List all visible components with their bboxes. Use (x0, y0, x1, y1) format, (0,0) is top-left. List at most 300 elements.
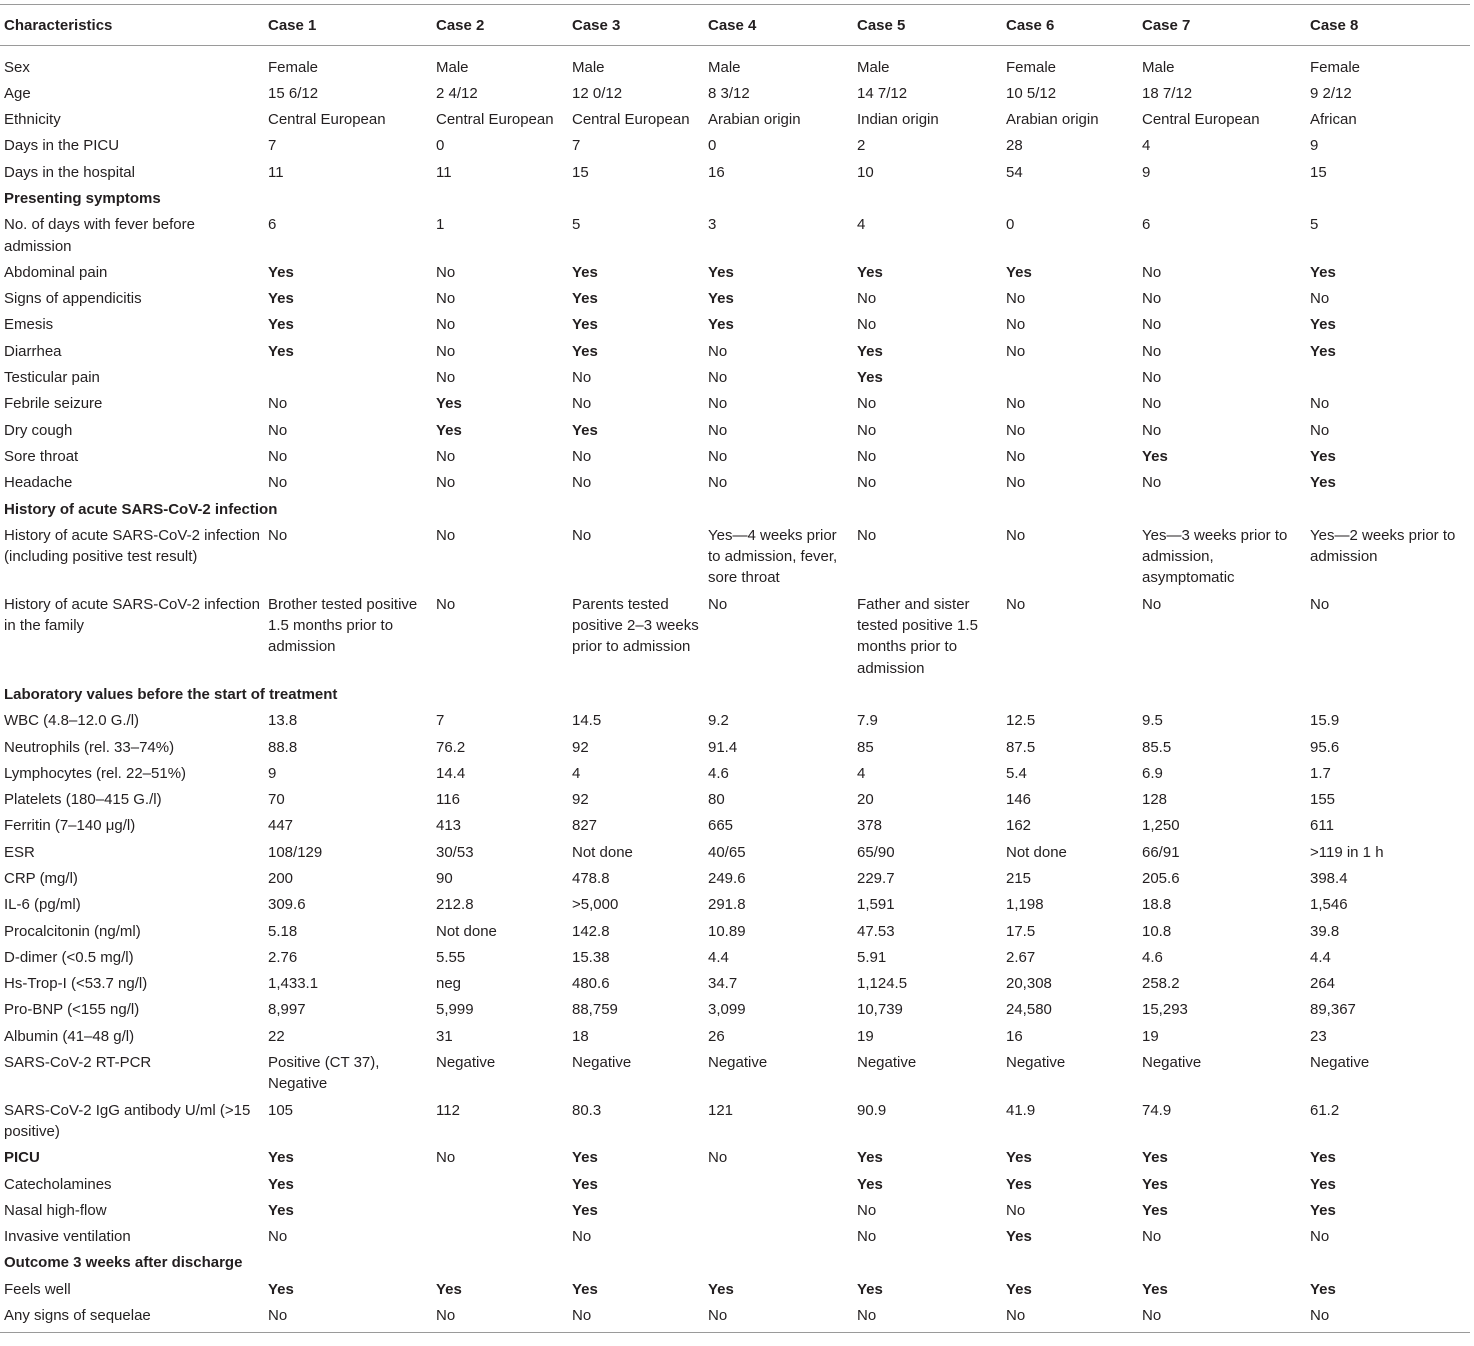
cell-case-1: Yes (268, 342, 294, 360)
cell-case-2: Yes (436, 1280, 462, 1298)
table-row (0, 1145, 1470, 1171)
cell-case-3: 15 (572, 163, 589, 181)
cell-case-5: Yes (857, 263, 883, 281)
cell-case-8: African (1310, 111, 1357, 129)
cell-case-6: No (1006, 316, 1026, 334)
row-label: No. of days with fever before admission (4, 216, 195, 255)
cell-case-5: Indian origin (857, 111, 939, 129)
column-header-case-3: Case 3 (572, 16, 621, 34)
cell-case-6: No (1006, 421, 1026, 439)
cell-case-2: No (436, 1149, 456, 1167)
row-label: IL-6 (pg/ml) (4, 896, 81, 914)
cell-case-5: 378 (857, 817, 883, 835)
cell-case-5: Yes (857, 1175, 883, 1193)
row-label: Ethnicity (4, 111, 61, 129)
cell-case-6: No (1006, 1307, 1026, 1325)
table-row (0, 80, 1470, 106)
cell-case-4 (704, 1171, 853, 1197)
cell-case-5: Yes (857, 369, 883, 387)
cell-case-6: 24,580 (1006, 1001, 1052, 1019)
table-row (0, 159, 1470, 185)
cell-case-5: 90.9 (857, 1101, 887, 1119)
row-label: Sore throat (4, 447, 79, 465)
cell-case-8: 61.2 (1310, 1101, 1340, 1119)
cell-case-4: 26 (708, 1027, 725, 1045)
cell-case-2: Yes (436, 395, 462, 413)
cell-case-6: 146 (1006, 791, 1032, 809)
cell-case-8: Female (1310, 58, 1361, 76)
cell-case-7: 258.2 (1142, 975, 1180, 993)
cell-case-4: Arabian origin (708, 111, 801, 129)
table-row (0, 1303, 1470, 1333)
cell-case-4: 34.7 (708, 975, 738, 993)
cell-case-7: Yes (1142, 1149, 1168, 1167)
cell-case-8: 9 (1310, 137, 1319, 155)
cell-case-5: 10 (857, 163, 874, 181)
cell-case-3: No (572, 526, 592, 544)
table-row (0, 944, 1470, 970)
section-title: Laboratory values before the start of treatment (4, 685, 338, 703)
table-row (0, 417, 1470, 443)
cell-case-5: 1,124.5 (857, 975, 908, 993)
cell-case-3: Male (572, 58, 605, 76)
cell-case-7: 10.8 (1142, 922, 1172, 940)
cell-case-6: No (1006, 526, 1026, 544)
cell-case-8: 5 (1310, 216, 1319, 234)
cell-case-5: 85 (857, 738, 874, 756)
cell-case-7: No (1142, 1228, 1162, 1246)
cell-case-8: Yes—2 weeks prior to admission (1310, 526, 1456, 566)
cell-case-8: No (1310, 1307, 1330, 1325)
column-header-case-8: Case 8 (1310, 16, 1359, 34)
column-header-case-4: Case 4 (708, 16, 757, 34)
cell-case-2: 90 (436, 870, 453, 887)
cell-case-4: 665 (708, 817, 734, 835)
cell-case-7: No (1142, 1307, 1162, 1325)
cell-case-6: No (1006, 290, 1026, 308)
table-row (0, 892, 1470, 918)
cell-case-6: 54 (1006, 163, 1023, 181)
cell-case-2: 5.55 (436, 948, 466, 966)
cell-case-7: Yes (1142, 1175, 1168, 1193)
cell-case-3: Yes (572, 1280, 598, 1298)
cell-case-6: No (1006, 342, 1026, 360)
table-row (0, 133, 1470, 159)
cell-case-6 (1002, 365, 1138, 391)
cell-case-3: Yes (572, 316, 598, 334)
cell-case-4: Yes (708, 290, 734, 308)
cell-case-4: Yes (708, 263, 734, 281)
cell-case-8: Yes (1310, 1149, 1336, 1167)
row-label: Days in the hospital (4, 163, 135, 181)
cell-case-6: Not done (1006, 843, 1067, 861)
cell-case-6: 16 (1006, 1027, 1023, 1045)
row-label: Invasive ventilation (4, 1228, 131, 1246)
cell-case-7: Central European (1142, 111, 1260, 129)
table-row (0, 839, 1470, 865)
cell-case-4: 8 3/12 (708, 84, 750, 102)
cell-case-6: 2.67 (1006, 948, 1036, 966)
cell-case-5: 65/90 (857, 843, 895, 861)
cell-case-2: 116 (436, 791, 460, 809)
cell-case-3: 7 (572, 137, 581, 155)
cell-case-7: Yes (1142, 1201, 1168, 1219)
cell-case-7: 4.6 (1142, 948, 1163, 966)
cell-case-8: 89,367 (1310, 1001, 1356, 1019)
cell-case-2: Not done (436, 922, 497, 940)
cell-case-4: No (708, 395, 728, 413)
cell-case-6: 12.5 (1006, 712, 1036, 730)
cell-case-5: 19 (857, 1027, 874, 1045)
table-row (0, 338, 1470, 364)
cell-case-2: 30/53 (436, 843, 474, 861)
cell-case-7: 6.9 (1142, 764, 1163, 782)
cell-case-1: No (268, 1307, 288, 1325)
row-label: Procalcitonin (ng/ml) (4, 922, 141, 940)
cell-case-7: No (1142, 290, 1162, 308)
cell-case-7: 18.8 (1142, 896, 1172, 914)
cell-case-2: 413 (436, 817, 462, 835)
row-label: Platelets (180–415 G./l) (4, 791, 162, 809)
cell-case-5: 47.53 (857, 922, 895, 940)
cell-case-3: No (572, 1228, 592, 1246)
cell-case-2: Negative (436, 1054, 496, 1072)
cell-case-8: 15 (1310, 163, 1327, 181)
cell-case-2: No (436, 474, 456, 492)
cell-case-6: Yes (1006, 1175, 1032, 1193)
cell-case-6: 1,198 (1006, 896, 1044, 914)
cell-case-3: Yes (572, 1175, 598, 1193)
cell-case-4: Male (708, 58, 741, 76)
cell-case-2: No (436, 342, 456, 360)
cell-case-5: 2 (857, 137, 866, 155)
cell-case-3: Not done (572, 843, 633, 861)
cell-case-3: 14.5 (572, 712, 602, 730)
cell-case-7: 9.5 (1142, 712, 1163, 730)
cell-case-2: 212.8 (436, 896, 474, 914)
cell-case-8: Yes (1310, 1175, 1336, 1193)
cell-case-7: 85.5 (1142, 738, 1172, 756)
cell-case-3: Yes (572, 263, 598, 281)
cell-case-5: No (857, 290, 877, 308)
cell-case-7: No (1142, 474, 1162, 492)
cell-case-6: No (1006, 447, 1026, 465)
cell-case-2: Yes (436, 421, 462, 439)
row-label: Emesis (4, 316, 54, 334)
cell-case-6: Yes (1006, 1149, 1032, 1167)
cell-case-5: No (857, 1228, 877, 1246)
cell-case-2: 2 4/12 (436, 84, 478, 102)
row-label: Nasal high-flow (4, 1201, 107, 1219)
cell-case-4: 3,099 (708, 1001, 746, 1019)
cell-case-5: No (857, 395, 877, 413)
table-row (0, 866, 1470, 892)
cell-case-8: No (1310, 1228, 1330, 1246)
row-label: History of acute SARS-CoV-2 infection (including positive test result) (4, 526, 260, 566)
cell-case-1: Brother tested positive 1.5 months prior to admission (268, 595, 418, 656)
cell-case-7: 4 (1142, 137, 1151, 155)
cell-case-8: 95.6 (1310, 738, 1340, 756)
cell-case-8: Yes (1310, 342, 1336, 360)
cell-case-4: 9.2 (708, 712, 729, 730)
cell-case-2: 7 (436, 712, 445, 730)
cell-case-6: 162 (1006, 817, 1032, 835)
table-row (0, 259, 1470, 285)
cell-case-3: 142.8 (572, 922, 610, 940)
cell-case-8: 1,546 (1310, 896, 1348, 914)
cell-case-3: 92 (572, 738, 589, 756)
cell-case-2: No (436, 263, 456, 281)
cell-case-8: 39.8 (1310, 922, 1340, 940)
cell-case-1: 13.8 (268, 712, 298, 730)
cell-case-6: 28 (1006, 137, 1023, 155)
table-row (0, 107, 1470, 133)
cell-case-4 (704, 1197, 853, 1223)
cell-case-1: No (268, 447, 288, 465)
cell-case-1: 11 (268, 163, 284, 181)
column-header-case-6: Case 6 (1006, 16, 1055, 34)
section-header-row (0, 185, 1470, 211)
cell-case-3: Yes (572, 1149, 598, 1167)
cell-case-8: Yes (1310, 474, 1336, 492)
cell-case-3: 88,759 (572, 1001, 618, 1019)
cell-case-4: 249.6 (708, 870, 746, 887)
cell-case-6: 5.4 (1006, 764, 1027, 782)
cell-case-3: Yes (572, 290, 598, 308)
cell-case-1: Yes (268, 290, 294, 308)
cell-case-5: No (857, 526, 877, 544)
cell-case-8: No (1310, 395, 1330, 413)
cell-case-5: 229.7 (857, 870, 895, 887)
cell-case-7: 74.9 (1142, 1101, 1172, 1119)
cell-case-2: No (436, 526, 456, 544)
cell-case-6: 215 (1006, 870, 1032, 887)
table-row (0, 918, 1470, 944)
cell-case-7: 19 (1142, 1027, 1159, 1045)
table-row (0, 443, 1470, 469)
table-row (0, 734, 1470, 760)
cell-case-5: No (857, 447, 877, 465)
table-row (0, 1197, 1470, 1223)
cell-case-1: No (268, 395, 288, 413)
cell-case-5: 1,591 (857, 896, 895, 914)
table-row (0, 1097, 1470, 1145)
cell-case-4: 4.4 (708, 948, 729, 966)
cell-case-1: Positive (CT 37), Negative (268, 1054, 380, 1093)
table-body (0, 46, 1470, 1333)
cell-case-1: 7 (268, 137, 277, 155)
cell-case-5: Yes (857, 1280, 883, 1298)
cell-case-3: Negative (572, 1054, 632, 1072)
cell-case-7: 205.6 (1142, 870, 1180, 887)
cell-case-1: 447 (268, 817, 294, 835)
cell-case-6: Female (1006, 58, 1057, 76)
cell-case-8: >119 in 1 h (1310, 843, 1384, 861)
row-label: Hs-Trop-I (<53.7 ng/l) (4, 975, 148, 993)
section-header-row (0, 681, 1470, 707)
table-row (0, 708, 1470, 734)
cell-case-3: Yes (572, 1201, 598, 1219)
table-row (0, 470, 1470, 496)
cell-case-8: Yes (1310, 447, 1336, 465)
cell-case-6: No (1006, 474, 1026, 492)
table-row (0, 997, 1470, 1023)
cell-case-4: Yes (708, 316, 734, 334)
cell-case-8: Yes (1310, 263, 1336, 281)
cell-case-3: No (572, 474, 592, 492)
cell-case-7: Male (1142, 58, 1175, 76)
cell-case-7: 15,293 (1142, 1001, 1188, 1019)
cell-case-8: 1.7 (1310, 764, 1331, 782)
section-title: Presenting symptoms (4, 189, 161, 207)
cell-case-4: 10.89 (708, 922, 746, 940)
cell-case-8: 264 (1310, 975, 1336, 993)
cell-case-5: No (857, 1201, 877, 1219)
table-row (0, 312, 1470, 338)
cell-case-4: Negative (708, 1054, 768, 1072)
cell-case-2: 11 (436, 163, 452, 181)
cell-case-1: Yes (268, 1175, 294, 1193)
cell-case-8: 15.9 (1310, 712, 1340, 730)
cell-case-1 (264, 365, 432, 391)
cell-case-3: 18 (572, 1027, 589, 1045)
cell-case-3: 5 (572, 216, 581, 234)
cell-case-2: 112 (436, 1101, 460, 1119)
cell-case-6: Negative (1006, 1054, 1066, 1072)
row-label: Ferritin (7–140 μg/l) (4, 817, 136, 835)
row-label: Any signs of sequelae (4, 1307, 151, 1325)
row-label: CRP (mg/l) (4, 870, 78, 887)
cell-case-2: 76.2 (436, 738, 466, 756)
cell-case-2: No (436, 1307, 456, 1325)
cell-case-8: Yes (1310, 1280, 1336, 1298)
cell-case-4: 91.4 (708, 738, 738, 756)
cell-case-7: 9 (1142, 163, 1151, 181)
cell-case-7: 6 (1142, 216, 1151, 234)
row-label: ESR (4, 843, 35, 861)
cell-case-1: 108/129 (268, 843, 323, 861)
row-label: Headache (4, 474, 73, 492)
cell-case-4: 4.6 (708, 764, 729, 782)
cell-case-6: Yes (1006, 263, 1032, 281)
cell-case-2: No (436, 316, 456, 334)
cell-case-4: 40/65 (708, 843, 746, 861)
spacer-cell (0, 46, 1470, 55)
cell-case-4: No (708, 421, 728, 439)
cell-case-6: No (1006, 1201, 1026, 1219)
cell-case-5: Male (857, 58, 890, 76)
cell-case-1: Yes (268, 1280, 294, 1298)
cell-case-2: No (436, 290, 456, 308)
row-label: Signs of appendicitis (4, 290, 142, 308)
cell-case-7: 1,250 (1142, 817, 1180, 835)
column-header-case-1: Case 1 (268, 16, 317, 34)
cell-case-1: Yes (268, 1149, 294, 1167)
cell-case-2: Male (436, 58, 469, 76)
cell-case-3: Yes (572, 421, 598, 439)
row-label: D-dimer (<0.5 mg/l) (4, 948, 134, 966)
cell-case-1: 9 (268, 764, 277, 782)
cell-case-2: 14.4 (436, 764, 466, 782)
cell-case-6: 41.9 (1006, 1101, 1036, 1119)
cell-case-7: No (1142, 395, 1162, 413)
cell-case-2 (432, 1224, 568, 1250)
cell-case-5: 5.91 (857, 948, 887, 966)
cell-case-3: No (572, 1307, 592, 1325)
cell-case-2: No (436, 369, 456, 387)
cell-case-3: 15.38 (572, 948, 610, 966)
cell-case-6: Yes (1006, 1280, 1032, 1298)
cell-case-8: No (1310, 290, 1330, 308)
cell-case-5: No (857, 1307, 877, 1325)
cell-case-1: No (268, 1228, 288, 1246)
cell-case-5: No (857, 421, 877, 439)
cell-case-7: Yes (1142, 447, 1168, 465)
cell-case-8: No (1310, 421, 1330, 439)
row-label: SARS-CoV-2 IgG antibody U/ml (>15 positive) (4, 1101, 251, 1140)
cell-case-5: 7.9 (857, 712, 878, 730)
row-label: Neutrophils (rel. 33–74%) (4, 738, 175, 756)
cell-case-1: 15 6/12 (268, 84, 319, 102)
row-label: Lymphocytes (rel. 22–51%) (4, 764, 187, 782)
row-label: Days in the PICU (4, 137, 120, 155)
cell-case-8: Yes (1310, 316, 1336, 334)
cell-case-7: 128 (1142, 791, 1168, 809)
cell-case-1: 2.76 (268, 948, 298, 966)
row-label: Sex (4, 58, 30, 76)
row-label: Albumin (41–48 g/l) (4, 1027, 135, 1045)
cell-case-7: No (1142, 369, 1162, 387)
cell-case-4: Yes (708, 1280, 734, 1298)
table-row (0, 391, 1470, 417)
cell-case-1: Yes (268, 316, 294, 334)
cell-case-3: 92 (572, 791, 589, 809)
cell-case-4: 16 (708, 163, 725, 181)
cell-case-7: No (1142, 421, 1162, 439)
cell-case-3: Central European (572, 111, 690, 129)
cell-case-8: 23 (1310, 1027, 1327, 1045)
cell-case-5: Yes (857, 1149, 883, 1167)
cell-case-3: 478.8 (572, 870, 610, 887)
cell-case-3: Yes (572, 342, 598, 360)
cell-case-1: 88.8 (268, 738, 298, 756)
cell-case-2: neg (436, 975, 462, 993)
cell-case-1: 309.6 (268, 896, 306, 914)
cell-case-6: No (1006, 395, 1026, 413)
cell-case-3: 480.6 (572, 975, 610, 993)
cell-case-2: 0 (436, 137, 445, 155)
cell-case-1: 1,433.1 (268, 975, 319, 993)
cell-case-1: No (268, 474, 288, 492)
cell-case-4: No (708, 342, 728, 360)
cell-case-7: Negative (1142, 1054, 1202, 1072)
cell-case-1: 22 (268, 1027, 285, 1045)
cell-case-3: 12 0/12 (572, 84, 623, 102)
row-label: Testicular pain (4, 369, 100, 387)
cell-case-3: No (572, 447, 592, 465)
cell-case-5: No (857, 474, 877, 492)
cell-case-5: 10,739 (857, 1001, 903, 1019)
table-row (0, 1276, 1470, 1302)
table-row (0, 365, 1470, 391)
cell-case-5: 4 (857, 216, 866, 234)
cell-case-8: 4.4 (1310, 948, 1331, 966)
cell-case-6: 17.5 (1006, 922, 1036, 940)
cell-case-8: Negative (1310, 1054, 1370, 1072)
cell-case-1: 5.18 (268, 922, 298, 940)
cell-case-7: 18 7/12 (1142, 84, 1193, 102)
cell-case-4: Yes—4 weeks prior to admission, fever, sore throat (708, 526, 838, 587)
